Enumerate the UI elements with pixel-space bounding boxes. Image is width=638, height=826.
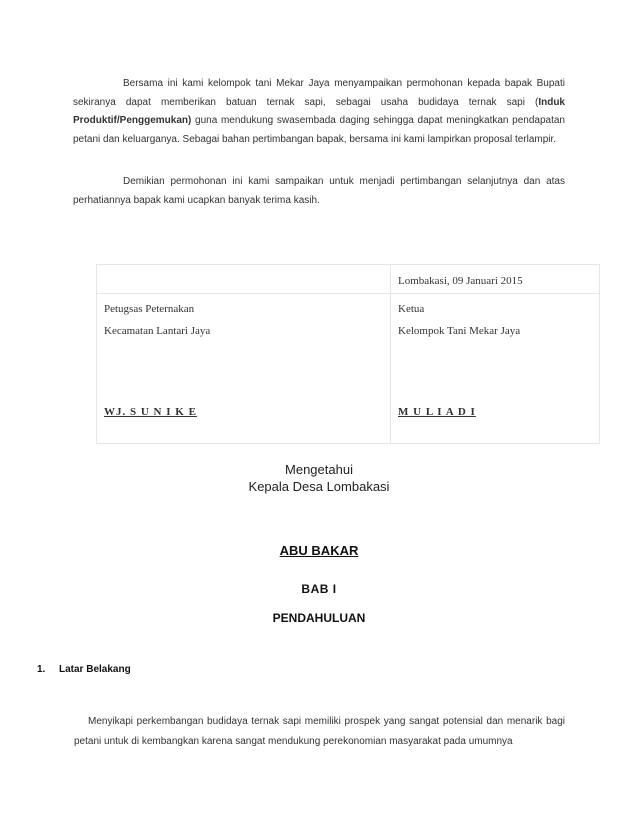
chapter-title: PENDAHULUAN — [272, 611, 366, 625]
chapter-number: BAB I — [301, 582, 337, 596]
para1-bold-text: Induk Produktif/Penggemukan) — [73, 96, 565, 127]
left-role-line1: Petugsas Peternakan — [104, 303, 195, 315]
section-title: Latar Belakang — [59, 664, 131, 675]
letter-paragraph-1 — [73, 75, 565, 149]
left-role-line2: Kecamatan Lantari Jaya — [104, 325, 211, 337]
para2-text: Demikian permohonan ini kami sampaikan untuk menjadi pertimbangan selanjutnya dan atas perhatiannya bapak kami ucapkan banyak terima kasih. — [73, 176, 565, 206]
right-signatory-name: M U L I A D I — [398, 406, 476, 418]
endorsement-block — [0, 461, 638, 495]
right-role-line2: Kelompok Tani Mekar Jaya — [398, 325, 521, 337]
letter-paragraph-2 — [73, 173, 565, 210]
signature-left-cell — [97, 294, 391, 444]
section-body — [74, 712, 565, 752]
left-signatory-name: WJ. S U N I K E — [104, 406, 197, 418]
para1-end-text: guna mendukung swasembada daging sehingga dapat meningkatkan pendapatan petani dan keluarganya. Sebagai bahan pertimbangan bapak, bersama ini kami lampirkan proposal terlampir. — [73, 115, 565, 145]
section-heading — [37, 664, 131, 675]
signature-right-cell — [391, 294, 600, 444]
para1-start-text: Bersama ini kami kelompok tani Mekar Jaya menyampaikan permohonan kepada bapak Bupati sekiranya dapat memberikan batuan ternak sapi, sebagai usaha budidaya ternak sapi ( — [73, 78, 565, 108]
signature-date: Lombakasi, 09 Januari 2015 — [391, 265, 600, 294]
village-head-name: ABU BAKAR — [279, 543, 359, 558]
section-body-text: Menyikapi perkembangan budidaya ternak sapi memiliki prospek yang sangat potensial dan menarik bagi petani untuk di kembangkan karena sangat mendukung perekonomian masyarakat pada umumnya — [74, 716, 565, 747]
endorsement-line1: Mengetahui — [285, 462, 353, 477]
signature-table — [96, 264, 600, 444]
right-role-line1: Ketua — [398, 303, 425, 315]
endorsement-line2: Kepala Desa Lombakasi — [248, 479, 390, 494]
section-number: 1. — [37, 664, 46, 675]
signature-date-empty-cell — [97, 265, 391, 294]
